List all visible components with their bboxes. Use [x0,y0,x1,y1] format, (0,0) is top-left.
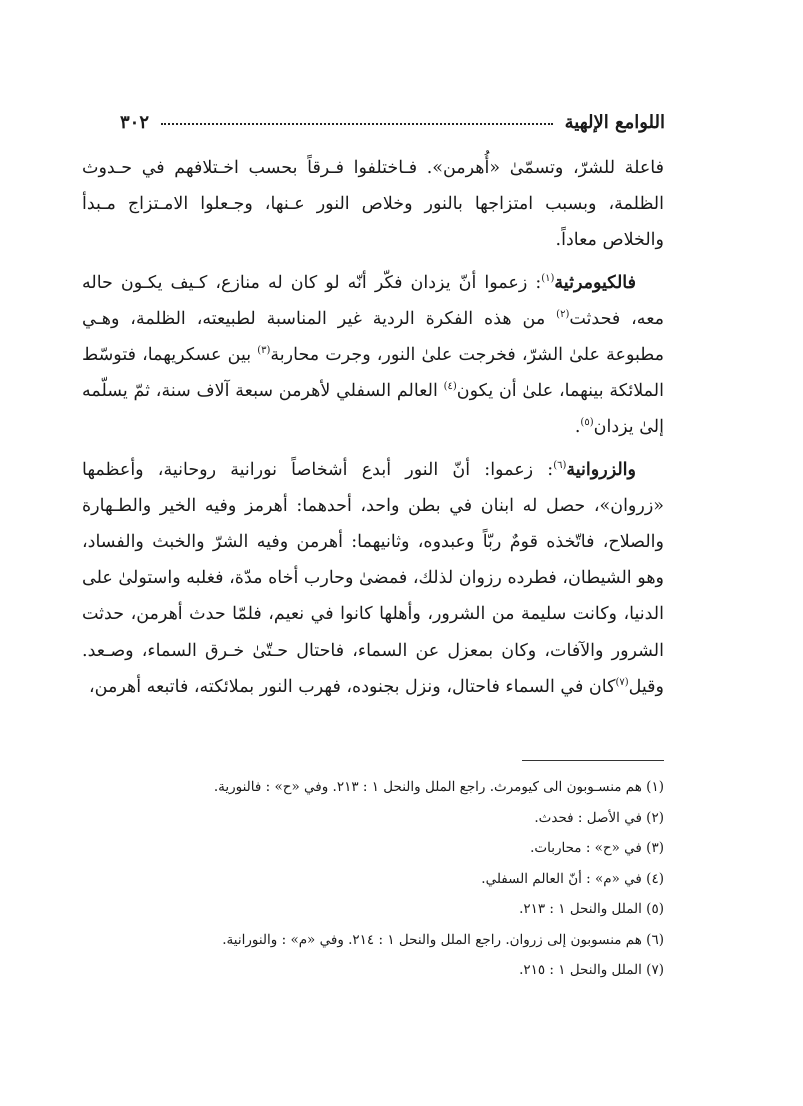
text-run: من هذه الفكرة الردية غير المناسبة لطبيعته، الظلمة، وهـي مطبوعة علىٰ الشرّ، فخرجت علىٰ النور، وجرت محاربة [82,308,664,366]
main-text [82,150,664,711]
paragraph [82,452,664,705]
footnote: (١) هم منسـوبون الى كيومرث. راجع الملل والنحل ١ : ٢١٣. وفي «ح» : فالنورية. [213,779,664,795]
footnote-ref: (٥) [580,417,594,429]
header-dot-leader [161,113,553,125]
footnote-ref: (٣) [257,345,271,357]
page-header [120,112,665,133]
footnote: (٣) في «ح» : محاربات. [530,840,664,856]
sect-name: والزروانية [566,459,636,480]
text-run: بين عسكريهما، فتوسّط الملائكة بينهما، علىٰ أن يكون [82,345,664,402]
footnote: (٦) هم منسوبون إلى زروان. راجع الملل والنحل ١ : ٢١٤. وفي «م» : والنورانية. [222,931,664,948]
footnote: (٤) في «م» : أنّ العالم السفلي. [481,870,664,887]
text-run: العالم السفلي لأهرمن سبعة آلاف سنة، ثمّ يسلّمه إلىٰ يزدان [82,381,664,438]
running-title: اللوامع الإلهية [564,112,665,133]
footnote-ref: (٤) [443,381,457,393]
footnote: (٥) الملل والنحل ١ : ٢١٣. [519,901,664,917]
text-run: : زعموا أنّ يزدان فكّر أنّه لو كان له منازع، كـيف يكـون حاله معه، فحدثت [82,272,665,329]
text-run: فاعلة للشرّ، وتسمّىٰ «أُهرمن». فـاختلفوا فـرقاً بحسب اخـتلافهم في حـدوث الظلمة، وبسبب امتزاجها بالنور وخلاص النور عـنها، وجـعلوا الامـتزاج مـبدأ والخلاص معاداً. [82,158,664,251]
footnote-ref: (٢) [556,308,570,320]
page-number: ٣٠٢ [120,112,150,133]
footnote: (٢) في الأصل : فحدث. [534,809,664,826]
footnote-ref: (٦) [553,459,567,471]
text-run: : زعموا: أنّ النور أبدع أشخاصاً نورانية روحانية، وأعظمها «زروان»، حصل له ابنان في بطن واحد، أحدهما: أهرمز وفيه الخير والطـهارة والصلاح، فاتّخذه قومٌ ربّاً وعبدوه، وثانيهما: أهرمن وفيه الشرّ والخبث والفساد، وهو الشيطان، فطرده رزوان لذلك، فمضىٰ وحارب أخاه مدّة، فغلبه واستولىٰ على الدنيا، وكانت سليمة من الشرور، وأهلها كانوا في نعيم، فلمّا حدث أهرمن، حدثت الشرور والآفات، وكان بمعزل عن السماء، فاحتال حـتّىٰ خـرق السماء، وصـعد. وقيل [82,459,664,697]
paragraph [82,265,664,446]
footnote-ref: (٧) [615,677,629,689]
footnote: (٧) الملل والنحل ١ : ٢١٥. [519,962,664,978]
paragraph [82,150,664,259]
sect-name: فالكيومرثية [554,272,636,293]
footnote-separator [522,760,664,761]
footnote-ref: (١) [541,272,555,284]
footnotes [82,772,664,986]
text-run: . [574,417,581,438]
text-run: كان في السماء فاحتال، ونزل بجنوده، فهرب النور بملائكته، فاتبعه أهرمن، [89,676,616,697]
